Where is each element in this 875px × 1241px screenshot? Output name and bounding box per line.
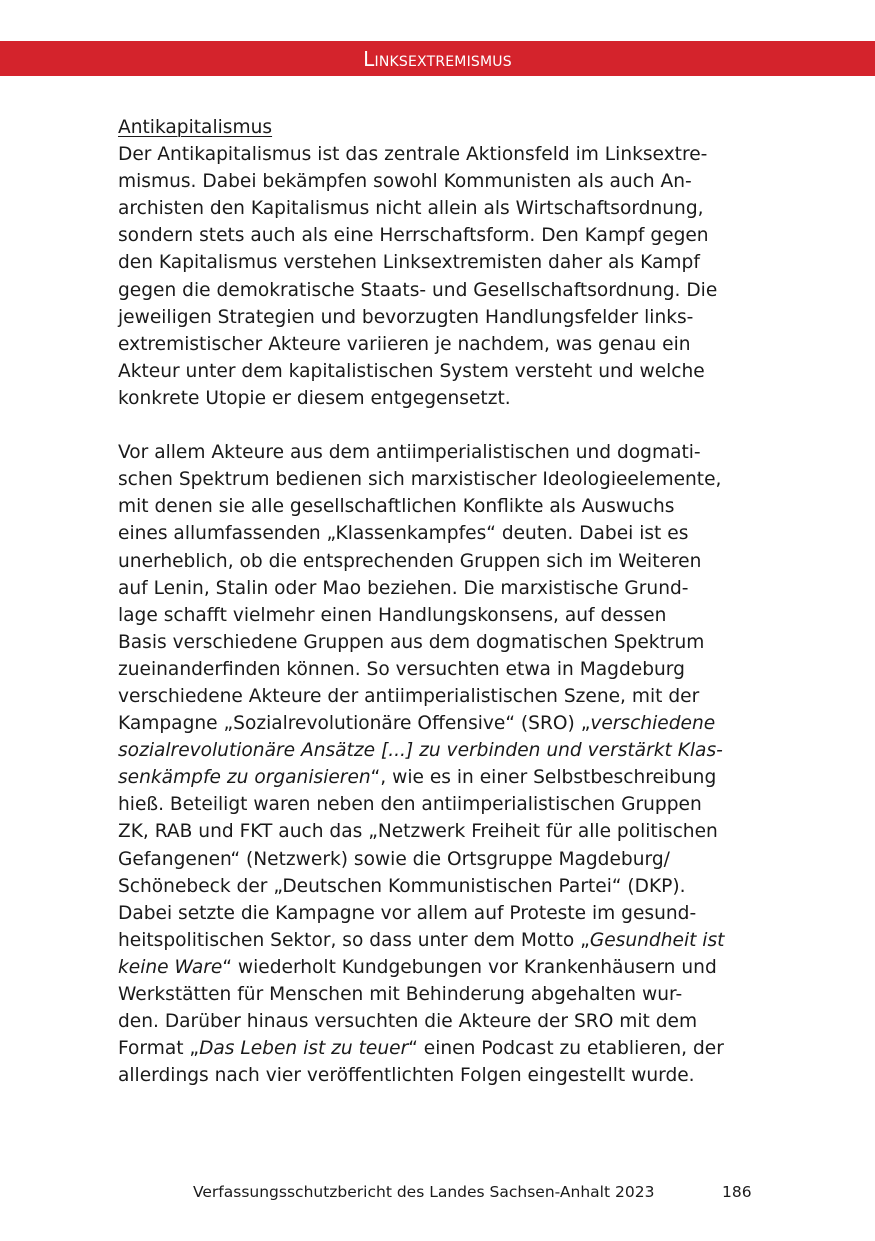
- text-line: [118, 493, 768, 520]
- text-segment: schen Spektrum bedienen sich marxistischer Ideologieelemente,: [118, 469, 722, 491]
- text-segment: Vor allem Akteure aus dem antiimperialistischen und dogmati-: [118, 442, 701, 464]
- text-line: [118, 331, 768, 358]
- text-segment: den. Darüber hinaus versuchten die Akteure der SRO mit dem: [118, 1011, 698, 1033]
- text-line: [118, 466, 768, 493]
- text-line: [118, 602, 768, 629]
- text-segment: mismus. Dabei bekämpfen sowohl Kommunisten als auch An-: [118, 171, 692, 193]
- text-line: [118, 575, 768, 602]
- text-segment: lage schafft vielmehr einen Handlungskonsens, auf dessen: [118, 604, 667, 626]
- paragraph: [118, 141, 768, 412]
- text-segment: Akteur unter dem kapitalistischen System versteht und welche: [118, 360, 705, 382]
- text-line: [118, 548, 768, 575]
- text-line: [118, 737, 768, 764]
- text-line: [118, 954, 768, 981]
- text-line: [118, 656, 768, 683]
- text-segment: zueinanderfinden können. So versuchten etwa in Magdeburg: [118, 658, 685, 680]
- text-segment: unerheblich, ob die entsprechenden Gruppen sich im Weiteren: [118, 550, 702, 572]
- chapter-title: Linksextremismus: [363, 47, 512, 71]
- text-segment: Werkstätten für Menschen mit Behinderung abgehalten wur-: [118, 984, 683, 1005]
- text-segment: eines allumfassenden „Klassenkampfes“ deuten. Dabei ist es: [118, 523, 689, 545]
- text-line: [118, 981, 768, 1008]
- text-line: [118, 1008, 768, 1035]
- text-segment: Schönebeck der „Deutschen Kommunistischen Partei“ (DKP).: [118, 875, 686, 897]
- text-line: [118, 168, 768, 195]
- text-line: [118, 195, 768, 222]
- text-segment: auf Lenin, Stalin oder Mao beziehen. Die marxistische Grund-: [118, 577, 689, 599]
- text-line: [118, 818, 768, 845]
- text-segment: “, wie es in einer Selbstbeschreibung: [370, 767, 717, 789]
- text-segment: Gefangenen“ (Netzwerk) sowie die Ortsgruppe Magdeburg/: [118, 848, 670, 870]
- text-line: [118, 304, 768, 331]
- italic-quote: senkämpfe zu organisieren: [118, 767, 371, 789]
- italic-quote: Gesundheit ist: [589, 929, 725, 951]
- text-line: [118, 249, 768, 276]
- text-segment: Format „: [118, 1038, 200, 1060]
- text-segment: “ wiederholt Kundgebungen vor Krankenhäusern und: [222, 956, 717, 978]
- text-segment: Kampagne „Sozialrevolutionäre Offensive“ (SRO) „: [118, 713, 591, 735]
- text-line: [118, 520, 768, 547]
- text-line: [118, 358, 768, 385]
- text-line: [118, 629, 768, 656]
- text-line: [118, 900, 768, 927]
- text-segment: “ einen Podcast zu etablieren, der: [408, 1038, 724, 1060]
- text-segment: extremistischer Akteure variieren je nachdem, was genau ein: [118, 333, 691, 355]
- text-segment: konkrete Utopie er diesem entgegensetzt.: [118, 387, 511, 409]
- text-segment: sondern stets auch als eine Herrschaftsform. Den Kampf gegen: [118, 225, 709, 247]
- text-segment: hieß. Beteiligt waren neben den antiimperialistischen Gruppen: [118, 794, 702, 816]
- page-number: 186: [722, 1183, 752, 1201]
- text-line: [118, 277, 768, 304]
- text-line: [118, 846, 768, 873]
- text-line: [118, 222, 768, 249]
- text-line: [118, 764, 768, 791]
- italic-quote: keine Ware: [118, 956, 223, 978]
- text-line: [118, 710, 768, 737]
- text-segment: archisten den Kapitalismus nicht allein als Wirtschaftsordnung,: [118, 198, 704, 220]
- body-text: [118, 141, 768, 1089]
- text-segment: ZK, RAB und FKT auch das „Netzwerk Freiheit für alle politischen: [118, 821, 718, 843]
- text-line: [118, 791, 768, 818]
- italic-quote: verschiedene: [590, 713, 716, 735]
- italic-quote: Das Leben ist zu teuer: [199, 1038, 409, 1060]
- text-line: [118, 1035, 768, 1062]
- text-segment: allerdings nach vier veröffentlichten Folgen eingestellt wurde.: [118, 1065, 695, 1087]
- text-line: [118, 873, 768, 900]
- text-segment: jeweiligen Strategien und bevorzugten Handlungsfelder links-: [118, 306, 694, 328]
- text-segment: mit denen sie alle gesellschaftlichen Konflikte als Auswuchs: [118, 496, 675, 518]
- footer-title: Verfassungsschutzbericht des Landes Sachsen-Anhalt 2023: [193, 1183, 655, 1201]
- text-segment: Der Antikapitalismus ist das zentrale Aktionsfeld im Linksextre-: [118, 144, 708, 166]
- header-bar: [0, 41, 875, 76]
- text-segment: gegen die demokratische Staats- und Gesellschaftsordnung. Die: [118, 279, 718, 301]
- text-line: [118, 439, 768, 466]
- italic-quote: sozialrevolutionäre Ansätze [...] zu verbinden und verstärkt Klas-: [118, 740, 723, 762]
- text-line: [118, 683, 768, 710]
- section-heading: Antikapitalismus: [118, 117, 273, 138]
- text-line: [118, 141, 768, 168]
- main-content: [118, 114, 768, 1089]
- text-segment: heitspolitischen Sektor, so dass unter dem Motto „: [118, 929, 590, 951]
- text-line: [118, 1062, 768, 1089]
- text-segment: den Kapitalismus verstehen Linksextremisten daher als Kampf: [118, 252, 700, 274]
- paragraph: [118, 439, 768, 1089]
- text-line: [118, 385, 768, 412]
- text-line: [118, 927, 768, 954]
- text-segment: Basis verschiedene Gruppen aus dem dogmatischen Spektrum: [118, 631, 705, 653]
- text-segment: verschiedene Akteure der antiimperialistischen Szene, mit der: [118, 685, 700, 707]
- text-segment: Dabei setzte die Kampagne vor allem auf Proteste im gesund-: [118, 902, 697, 924]
